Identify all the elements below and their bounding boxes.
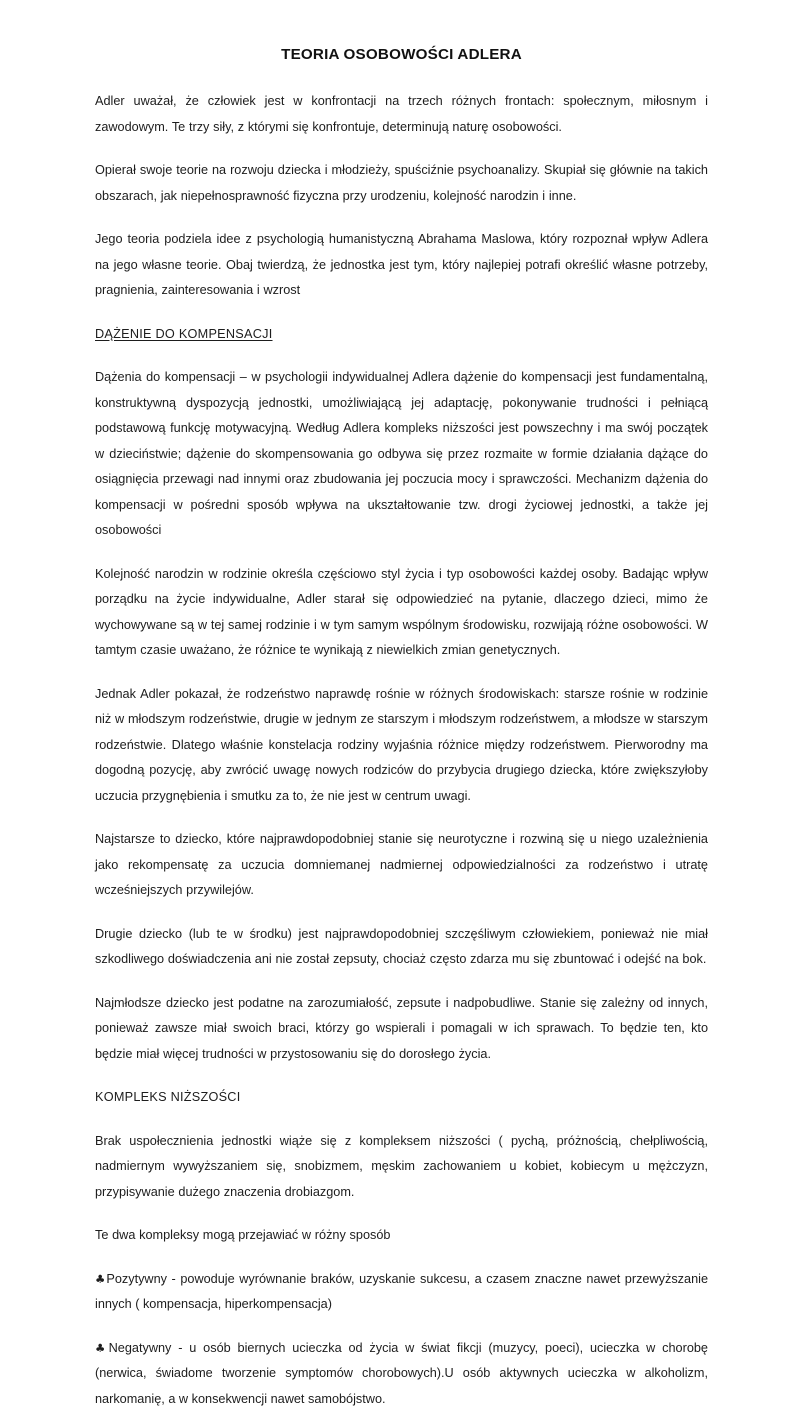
paragraph-compensation-definition: Dążenia do kompensacji – w psychologii indywidualnej Adlera dążenie do kompensacji jest fundamentalną, konstruktywną dyspozycją jednostki, umożliwiającą jej adaptację, pokonywanie trudności i pełniącą podstawową funkcję motywacyjną. Według Adlera kompleks niższości jest powszechny i ma swój początek w dzieciństwie; dążenie do skompensowania go odbywa się przez rozmaite w formie działania dążące do osiągnięcia przewagi nad innymi oraz zbudowania jej poczucia mocy i sprawczości. Mechanizm dążenia do kompensacji w pośredni sposób wpływa na ukształtowanie tzw. drogi życiowej jednostki, a także jej osobowości (95, 365, 708, 544)
section-heading-inferiority-complex: KOMPLEKS NIŻSZOŚCI (95, 1085, 708, 1111)
paragraph-intro-fronts: Adler uważał, że człowiek jest w konfrontacji na trzech różnych frontach: społecznym, miłosnym i zawodowym. Te trzy siły, z którymi się konfrontuje, determinują naturę osobowości. (95, 89, 708, 140)
paragraph-oldest-child: Najstarsze to dziecko, które najprawdopodobniej stanie się neurotyczne i rozwiną się u niego uzależnienia jako rekompensatę za uczucia domniemanej nadmiernej odpowiedzialności za rodzeństwo i utratę wcześniejszych przywilejów. (95, 827, 708, 904)
section-heading-compensation: DĄŻENIE DO KOMPENSACJI (95, 322, 708, 348)
bullet-item-positive (95, 1267, 708, 1318)
paragraph-siblings-environment: Jednak Adler pokazał, że rodzeństwo naprawdę rośnie w różnych środowiskach: starsze rośnie w rodzinie niż w młodszym rodzeństwie, drugie w jednym ze starszym i młodszym rodzeństwem, a młodsze w starszym rodzeństwie. Dlatego właśnie konstelacja rodziny wyjaśnia różnice między rodzeństwem. Pierworodny ma dogodną pozycję, aby zwrócić uwagę nowych rodziców do przybycia drugiego dziecka, które zwiększyłoby uczucia przygnębienia i smutku za to, że nie jest w centrum uwagi. (95, 682, 708, 810)
paragraph-child-development: Opierał swoje teorie na rozwoju dziecka i młodzieży, spuściźnie psychoanalizy. Skupiał się głównie na takich obszarach, jak niepełnosprawność fizyczna przy urodzeniu, kolejność narodzin i inne. (95, 158, 708, 209)
page-title: TEORIA OSOBOWOŚCI ADLERA (95, 46, 708, 63)
paragraph-birth-order: Kolejność narodzin w rodzinie określa częściowo styl życia i typ osobowości każdej osoby. Badając wpływ porządku na życie indywidualne, Adler starał się odpowiedzieć na pytanie, dlaczego dzieci, mimo że wychowywane są w tej samej rodzinie i w tym samym wspólnym środowisku, rozwijają różne osobowości. W tamtym czasie uważano, że różnice te wynikają z niewielkich zmian genetycznych. (95, 562, 708, 664)
bullet-item-negative (95, 1336, 708, 1412)
bullet-item-positive-text: Pozytywny - powoduje wyrównanie braków, uzyskanie sukcesu, a czasem znaczne nawet przewyższanie innych ( kompensacja, hiperkompensacja) (95, 1272, 708, 1312)
paragraph-youngest-child: Najmłodsze dziecko jest podatne na zarozumiałość, zepsute i nadpobudliwe. Stanie się zależny od innych, ponieważ zawsze miał swoich braci, którzy go wspierali i pomagali w ich sprawach. To będzie ten, kto będzie miał więcej trudności w przystosowaniu się do dorosłego życia. (95, 991, 708, 1068)
paragraph-two-complexes: Te dwa kompleksy mogą przejawiać w różny sposób (95, 1223, 708, 1249)
bullet-item-negative-text: Negatywny - u osób biernych ucieczka od życia w świat fikcji (muzycy, poeci), ucieczka w chorobę (nerwica, świadome tworzenie symptomów chorobowych).U osób aktywnych ucieczka w alkoholizm, narkomanię, a w konsekwencji nawet samobójstwo. (95, 1341, 708, 1406)
paragraph-maslow: Jego teoria podziela idee z psychologią humanistyczną Abrahama Maslowa, który rozpoznał wpływ Adlera na jego własne teorie. Obaj twierdzą, że jednostka jest tym, który najlepiej potrafi określić własne potrzeby, pragnienia, zainteresowania i wzrost (95, 227, 708, 304)
paragraph-second-child: Drugie dziecko (lub te w środku) jest najprawdopodobniej szczęśliwym człowiekiem, ponieważ nie miał szkodliwego doświadczenia ani nie został zepsuty, chociaż często zdarza mu się zbuntować i odejść na bok. (95, 922, 708, 973)
club-bullet-icon: ♣ (95, 1272, 106, 1286)
paragraph-inferiority-traits: Brak uspołecznienia jednostki wiąże się z kompleksem niższości ( pychą, próżnością, chełpliwością, nadmiernym wywyższaniem się, snobizmem, męskim zachowaniem u kobiet, kobiecym u mężczyzn, przypisywanie dużego znaczenia drobiazgom. (95, 1129, 708, 1206)
club-bullet-icon: ♣ (95, 1341, 109, 1355)
